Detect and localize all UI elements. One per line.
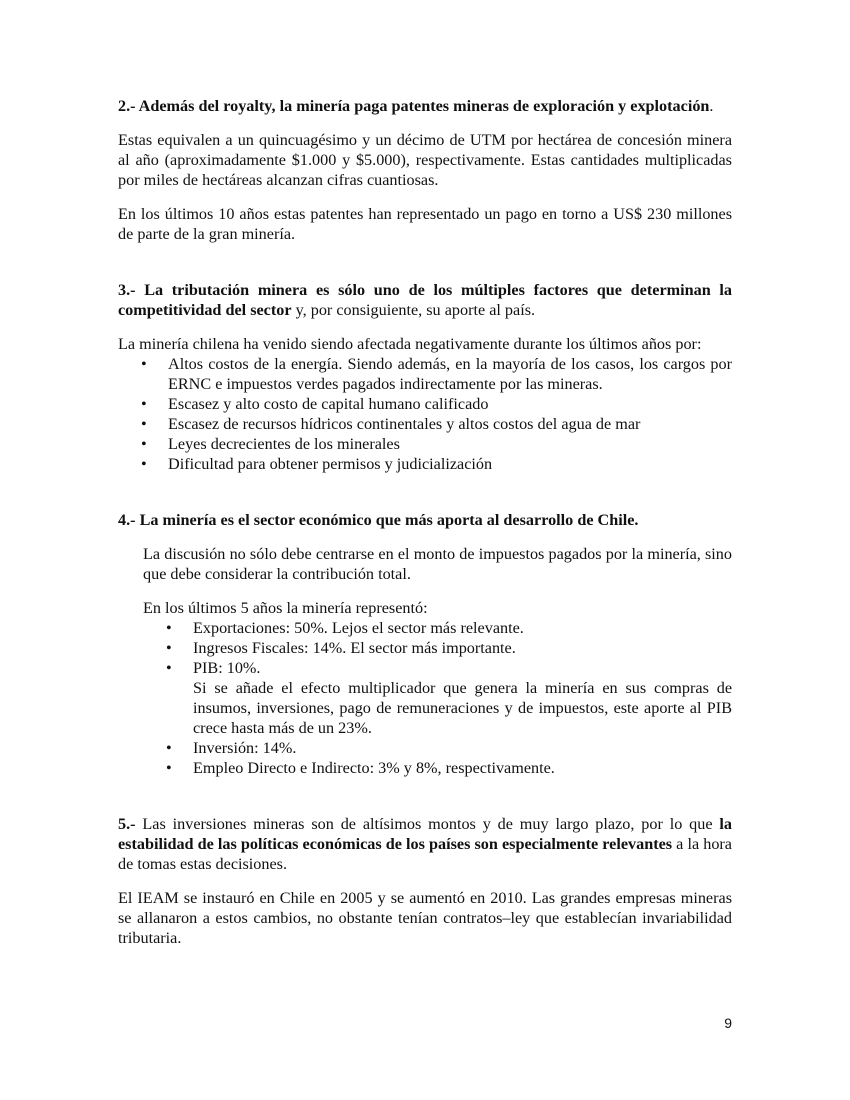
section-4-title: 4.- La minería es el sector económico que más aporta al desarrollo de Chile. bbox=[118, 511, 639, 529]
section-5-number: 5.- bbox=[118, 815, 136, 833]
section-5-emphasis: la estabilidad de las políticas económicas de los países son especialmente relevantes bbox=[118, 815, 732, 853]
section-3-title-rest: y, por consiguiente, su aporte al país. bbox=[291, 301, 536, 319]
bullet-icon: • bbox=[166, 759, 172, 777]
list-item: • Leyes decrecientes de los minerales bbox=[141, 435, 400, 453]
bullet-icon: • bbox=[141, 395, 147, 413]
section-2-title: 2.- Además del royalty, la minería paga patentes mineras de exploración y explotación bbox=[118, 97, 710, 115]
pib-note: Si se añade el efecto multiplicador que genera la minería en sus compras de insumos, inversiones, pago de remuneraciones y de impuestos, este aporte al PIB crece hasta más de un 23%. bbox=[193, 679, 732, 737]
section-3-title: 3.- La tributación minera es sólo uno de los múltiples factores que determinan la competitividad del sector bbox=[118, 281, 732, 319]
bullet-icon: • bbox=[141, 455, 147, 473]
bullet-icon: • bbox=[166, 659, 172, 677]
list-item: • Escasez de recursos hídricos continentales y altos costos del agua de mar bbox=[141, 415, 641, 433]
section-4-list bbox=[118, 618, 732, 778]
section-2-title-end: . bbox=[709, 97, 714, 115]
section-4-paragraph-2: En los últimos 5 años la minería representó: bbox=[143, 599, 428, 617]
section-3-list bbox=[118, 354, 732, 474]
list-item: • PIB: 10%. Si se añade el efecto multiplicador que genera la minería en sus compras de insumos, inversiones, pago de remuneraciones y de impuestos, este aporte al PIB crece hasta más de un 23%. bbox=[166, 659, 732, 737]
section-3-heading bbox=[118, 280, 732, 320]
bullet-icon: • bbox=[141, 435, 147, 453]
section-5-paragraph-1: El IEAM se instauró en Chile en 2005 y se aumentó en 2010. Las grandes empresas mineras se allanaron a estos cambios, no obstante tenían contratos–ley que establecían invariabilidad tributaria. bbox=[118, 889, 732, 947]
page-number: 9 bbox=[724, 1015, 732, 1031]
list-item: • Altos costos de la energía. Siendo además, en la mayoría de los casos, los cargos por ERNC e impuestos verdes pagados indirectamente por las mineras. bbox=[141, 355, 732, 393]
bullet-icon: • bbox=[141, 355, 147, 373]
list-item: • Dificultad para obtener permisos y judicialización bbox=[141, 455, 493, 473]
section-2-paragraph-2: En los últimos 10 años estas patentes han representado un pago en torno a US$ 230 millones de parte de la gran minería. bbox=[118, 205, 732, 243]
bullet-icon: • bbox=[166, 639, 172, 657]
bullet-icon: • bbox=[166, 739, 172, 757]
section-5-heading: 5.- Las inversiones mineras son de altísimos montos y de muy largo plazo, por lo que la estabilidad de las políticas económicas de los países son especialmente relevantes a la hora de tomas estas decisiones. bbox=[118, 815, 732, 873]
list-item: • Escasez y alto costo de capital humano calificado bbox=[141, 395, 489, 413]
bullet-icon: • bbox=[141, 415, 147, 433]
list-item: • Ingresos Fiscales: 14%. El sector más importante. bbox=[166, 639, 516, 657]
list-item: • Exportaciones: 50%. Lejos el sector más relevante. bbox=[166, 619, 524, 637]
page-content bbox=[118, 96, 732, 948]
list-item: • Inversión: 14%. bbox=[166, 739, 297, 757]
section-2-paragraph-1: Estas equivalen a un quincuagésimo y un décimo de UTM por hectárea de concesión minera al año (aproximadamente $1.000 y $5.000), respectivamente. Estas cantidades multiplicadas por miles de hectáreas alcanzan cifras cuantiosas. bbox=[118, 131, 732, 189]
section-2-heading bbox=[118, 96, 732, 116]
section-4-paragraph-1: La discusión no sólo debe centrarse en el monto de impuestos pagados por la minería, sino que debe considerar la contribución total. bbox=[143, 545, 732, 583]
list-item: • Empleo Directo e Indirecto: 3% y 8%, respectivamente. bbox=[166, 759, 555, 777]
section-3-intro: La minería chilena ha venido siendo afectada negativamente durante los últimos años por: bbox=[118, 335, 702, 353]
bullet-icon: • bbox=[166, 619, 172, 637]
